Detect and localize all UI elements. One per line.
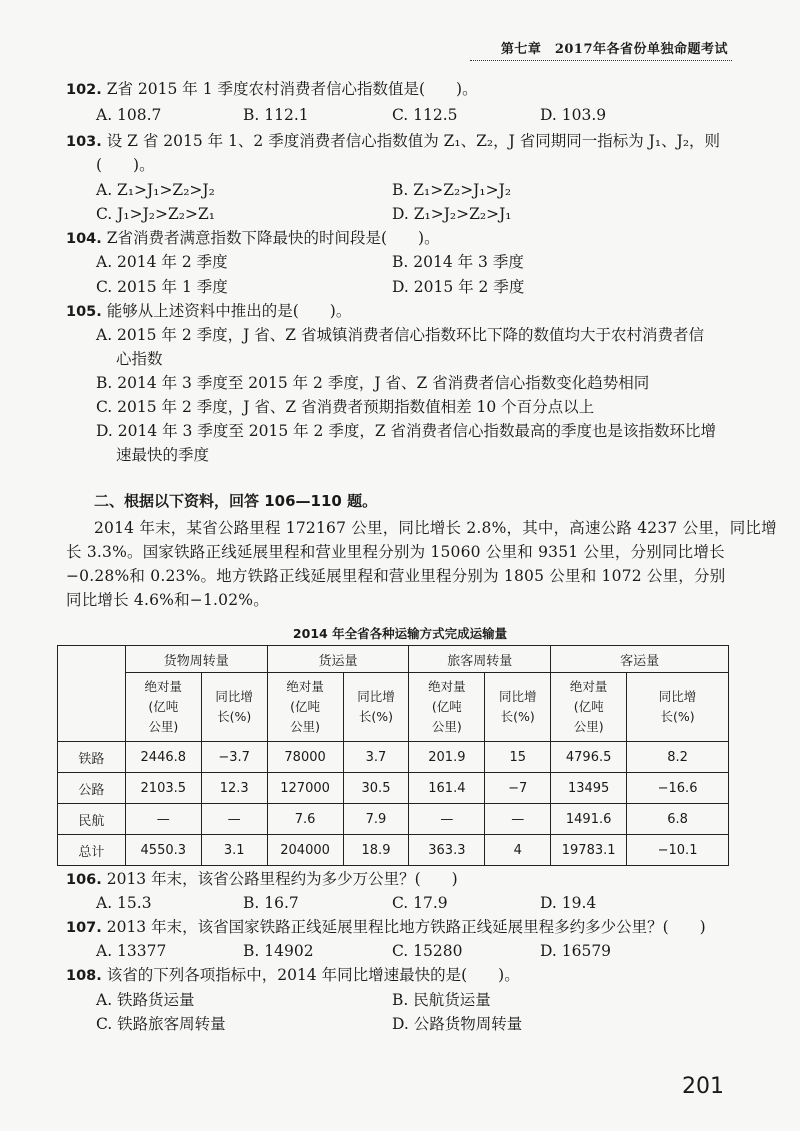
option-b: B. 112.1 <box>243 106 309 124</box>
question-107 <box>66 916 706 939</box>
table-cell: 12.3 <box>201 773 267 804</box>
question-text: 设 Z 省 2015 年 1、2 季度消费者信心指数值为 Z₁、Z₂，J 省同期同一指标为 J₁、J₂，则 <box>106 132 721 150</box>
sub-header <box>551 673 627 742</box>
corner-cell <box>58 646 126 742</box>
table-cell: 18.9 <box>343 835 409 866</box>
option-b: B. 2014 年 3 季度 <box>392 253 524 271</box>
table-cell: 201.9 <box>409 742 485 773</box>
table-row <box>58 835 729 866</box>
sub-header <box>409 673 485 742</box>
option-c: C. 112.5 <box>392 106 458 124</box>
question-106 <box>66 868 458 891</box>
table-cell: 363.3 <box>409 835 485 866</box>
table-cell: 3.7 <box>343 742 409 773</box>
option-d: D. 19.4 <box>540 894 597 912</box>
option-a: A. 108.7 <box>96 106 162 124</box>
table-cell: −7 <box>485 773 551 804</box>
sub-header-line: 公里) <box>431 719 462 734</box>
table-cell: — <box>201 804 267 835</box>
table-cell: 4796.5 <box>551 742 627 773</box>
sub-header-line: 同比增 <box>658 689 697 704</box>
group-header: 货物周转量 <box>125 646 267 673</box>
sub-header-line: 公里) <box>290 719 321 734</box>
option-d: D. 16579 <box>540 942 612 960</box>
question-text: 2013 年末，该省公路里程约为多少万公里？( ) <box>106 870 458 888</box>
option-b: B. 16.7 <box>243 894 299 912</box>
table-cell: −10.1 <box>627 835 729 866</box>
table-cell: 15 <box>485 742 551 773</box>
table-cell: 204000 <box>267 835 343 866</box>
option-d-continued: 速最快的季度 <box>116 446 210 464</box>
table-row <box>58 773 729 804</box>
option-d: D. 103.9 <box>540 106 607 124</box>
sub-header-line: 绝对量 <box>569 679 608 694</box>
option-c: C. 铁路旅客周转量 <box>96 1015 226 1033</box>
table-cell: 161.4 <box>409 773 485 804</box>
question-text-continued: ( )。 <box>96 156 155 174</box>
question-text: 2013 年末，该省国家铁路正线延展里程比地方铁路正线延展里程多约多少公里？( ) <box>106 918 706 936</box>
table-cell: 4 <box>485 835 551 866</box>
option-b: B. 民航货运量 <box>392 991 491 1009</box>
table-cell: 8.2 <box>627 742 729 773</box>
running-header: 第七章 2017年各省份单独命题考试 <box>500 42 728 57</box>
table-cell: — <box>409 804 485 835</box>
page-number: 201 <box>682 1074 724 1099</box>
group-header: 货运量 <box>267 646 409 673</box>
question-number: 103. <box>66 134 102 150</box>
table-cell: 3.1 <box>201 835 267 866</box>
option-a: A. 铁路货运量 <box>96 991 195 1009</box>
table-cell: 7.6 <box>267 804 343 835</box>
table-cell: −3.7 <box>201 742 267 773</box>
question-number: 102. <box>66 82 102 98</box>
question-number: 107. <box>66 920 102 936</box>
sub-header <box>627 673 729 742</box>
sub-header-line: 同比增 <box>357 689 395 704</box>
option-b: B. 14902 <box>243 942 314 960</box>
material-line: 长 3.3%。国家铁路正线延展里程和营业里程分别为 15060 公里和 9351 公里，分别同比增长 <box>66 543 725 561</box>
sub-header-line: 公里) <box>573 719 604 734</box>
option-c: C. 2015 年 2 季度，J 省、Z 省消费者预期指数值相差 10 个百分点以上 <box>96 398 595 416</box>
option-a: A. 15.3 <box>96 894 152 912</box>
question-text: 能够从上述资料中推出的是( )。 <box>106 302 352 320</box>
sub-header-line: 长(%) <box>358 709 394 724</box>
group-header: 旅客周转量 <box>409 646 551 673</box>
material-line: −0.28%和 0.23%。地方铁路正线延展里程和营业里程分别为 1805 公里和 1072 公里，分别 <box>66 567 726 585</box>
question-text: Z省消费者满意指数下降最快的时间段是( )。 <box>106 229 440 247</box>
sub-header-line: 同比增 <box>215 689 253 704</box>
sub-header-line: 绝对量 <box>144 679 183 694</box>
sub-header-line: (亿吨 <box>290 699 321 714</box>
question-number: 104. <box>66 231 102 247</box>
sub-header <box>201 673 267 742</box>
table-cell: 127000 <box>267 773 343 804</box>
sub-header-line: 长(%) <box>660 709 695 724</box>
table-cell: 19783.1 <box>551 835 627 866</box>
option-a-continued: 心指数 <box>116 350 163 368</box>
option-b: B. Z₁>Z₂>J₁>J₂ <box>392 181 512 199</box>
table-cell: 1491.6 <box>551 804 627 835</box>
question-text: Z省 2015 年 1 季度农村消费者信心指数值是( )。 <box>106 80 478 98</box>
sub-header-line: 公里) <box>148 719 179 734</box>
row-label: 公路 <box>58 773 126 804</box>
sub-header-line: 长(%) <box>217 709 252 724</box>
sub-header-line: 绝对量 <box>428 679 466 694</box>
question-104 <box>66 227 440 250</box>
sub-header-line: (亿吨 <box>431 699 462 714</box>
question-105 <box>66 300 351 323</box>
option-a: A. 2015 年 2 季度，J 省、Z 省城镇消费者信心指数环比下降的数值均大于农村消费者信 <box>96 326 704 344</box>
option-a: A. 13377 <box>96 942 167 960</box>
group-header: 客运量 <box>551 646 729 673</box>
sub-header <box>485 673 551 742</box>
option-d: D. 2014 年 3 季度至 2015 年 2 季度，Z 省消费者信心指数最高的季度也是该指数环比增 <box>96 422 717 440</box>
row-label: 铁路 <box>58 742 126 773</box>
table-cell: 13495 <box>551 773 627 804</box>
sub-header <box>343 673 409 742</box>
table-row <box>58 742 729 773</box>
table-title: 2014 年全省各种运输方式完成运输量 <box>292 626 508 641</box>
option-a: A. 2014 年 2 季度 <box>96 253 228 271</box>
option-c: C. 2015 年 1 季度 <box>96 278 228 296</box>
question-103 <box>66 130 720 153</box>
table-cell: 30.5 <box>343 773 409 804</box>
table-cell: — <box>485 804 551 835</box>
table-cell: 4550.3 <box>125 835 201 866</box>
question-text: 该省的下列各项指标中，2014 年同比增速最快的是( )。 <box>106 966 520 984</box>
option-c: C. J₁>J₂>Z₂>Z₁ <box>96 205 215 223</box>
sub-header-line: 绝对量 <box>286 679 324 694</box>
question-number: 106. <box>66 872 102 888</box>
header-divider <box>470 60 732 61</box>
table-cell: 2446.8 <box>125 742 201 773</box>
option-b: B. 2014 年 3 季度至 2015 年 2 季度，J 省、Z 省消费者信心指数变化趋势相同 <box>96 374 650 392</box>
option-d: D. 公路货物周转量 <box>392 1015 523 1033</box>
row-label: 民航 <box>58 804 126 835</box>
sub-header-line: (亿吨 <box>148 699 179 714</box>
table-cell: −16.6 <box>627 773 729 804</box>
table-cell: — <box>125 804 201 835</box>
section-heading: 二、根据以下资料，回答 106—110 题。 <box>94 492 378 510</box>
option-c: C. 17.9 <box>392 894 448 912</box>
table-cell: 2103.5 <box>125 773 201 804</box>
row-label: 总计 <box>58 835 126 866</box>
question-number: 108. <box>66 968 102 984</box>
table-cell: 7.9 <box>343 804 409 835</box>
transport-table <box>57 645 729 866</box>
sub-header <box>125 673 201 742</box>
table-row <box>58 804 729 835</box>
question-108 <box>66 964 520 987</box>
sub-header <box>267 673 343 742</box>
material-line: 同比增长 4.6%和−1.02%。 <box>66 591 269 609</box>
question-102 <box>66 78 478 101</box>
sub-header-line: 同比增 <box>498 689 537 704</box>
table-cell: 6.8 <box>627 804 729 835</box>
material-line: 2014 年末，某省公路里程 172167 公里，同比增长 2.8%，其中，高速公路 4237 公里，同比增 <box>94 519 777 537</box>
question-number: 105. <box>66 304 102 320</box>
option-d: D. Z₁>J₂>Z₂>J₁ <box>392 205 512 223</box>
option-a: A. Z₁>J₁>Z₂>J₂ <box>96 181 215 199</box>
sub-header-line: 长(%) <box>500 709 535 724</box>
table-cell: 78000 <box>267 742 343 773</box>
option-c: C. 15280 <box>392 942 463 960</box>
sub-header-line: (亿吨 <box>573 699 604 714</box>
option-d: D. 2015 年 2 季度 <box>392 278 525 296</box>
